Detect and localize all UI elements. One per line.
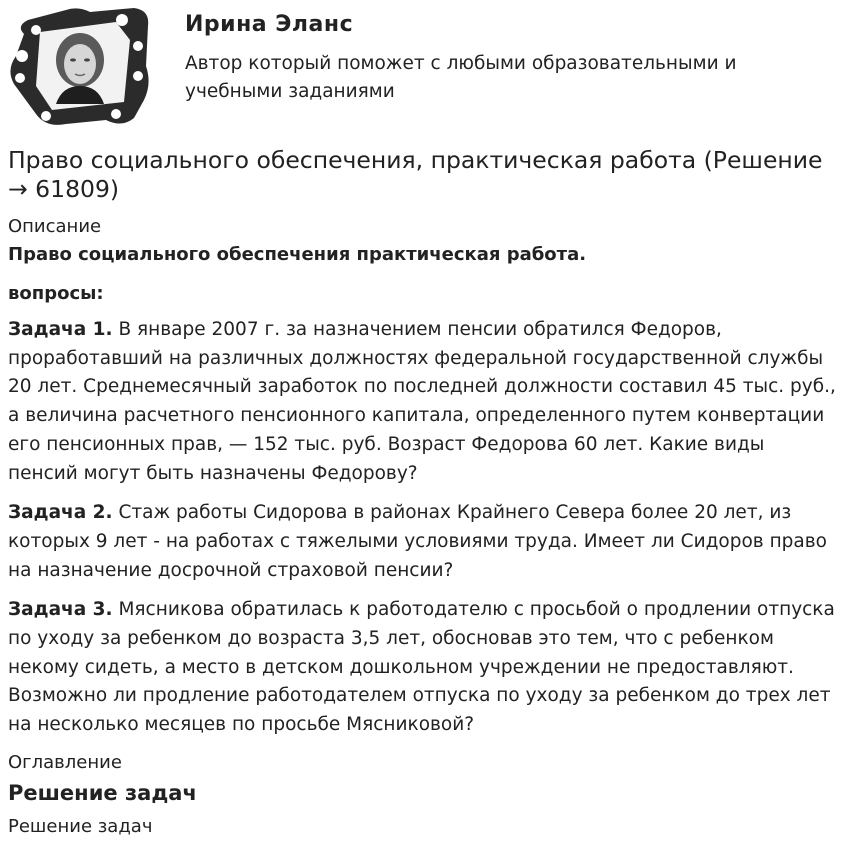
questions-label: вопросы:: [8, 283, 104, 304]
task-text: Стаж работы Сидорова в районах Крайнего Севера более 20 лет, из которых 9 лет - на работах с тяжелыми условиями труда. Имеет ли Сидоров право на назначение досрочной страховой пенсии?: [8, 502, 827, 581]
author-header: [0, 0, 847, 130]
page-title: Право социального обеспечения, практическая работа (Решение → 61809): [8, 146, 823, 203]
author-avatar: [6, 6, 152, 126]
description-label: Описание: [8, 216, 102, 237]
task-label: Задача 3.: [8, 599, 113, 621]
task-label: Задача 2.: [8, 502, 113, 524]
toc-label: Оглавление: [8, 751, 122, 773]
task-text: В январе 2007 г. за назначением пенсии обратился Федоров, проработавший на различных должностях федеральной государственной службы 20 лет. Среднемесячный заработок по последней должности составил 45 тыс. руб., а величина расчетного пенсионного капитала, определенного путем конвертации его пенсионных прав, — 152 тыс. руб. Возраст Федорова 60 лет. Какие виды пенсий могут быть назначены Федорову?: [8, 319, 836, 484]
description-subtitle: Право социального обеспечения практическая работа.: [8, 244, 587, 265]
main-content: [8, 146, 838, 838]
task-item-2: [8, 499, 838, 585]
author-name[interactable]: Ирина Эланс: [185, 12, 354, 37]
task-item-3: [8, 596, 838, 740]
task-label: Задача 1.: [8, 319, 113, 340]
author-description: Автор который поможет с любыми образовательными и учебными заданиями: [185, 53, 737, 102]
toc-item[interactable]: Решение задач: [8, 815, 153, 837]
toc-heading: Решение задач: [8, 780, 197, 805]
task-item-1: [8, 316, 838, 488]
task-text: Мясникова обратилась к работодателю с просьбой о продлении отпуска по уходу за ребенком до возраста 3,5 лет, обосновав это тем, что с ребенком некому сидеть, а место в детском дошкольном учреждении не предоставляют. Возможно ли продление работодателем отпуска по уходу за ребенком до трех лет на несколько месяцев по просьбе Мясниковой?: [8, 599, 835, 736]
